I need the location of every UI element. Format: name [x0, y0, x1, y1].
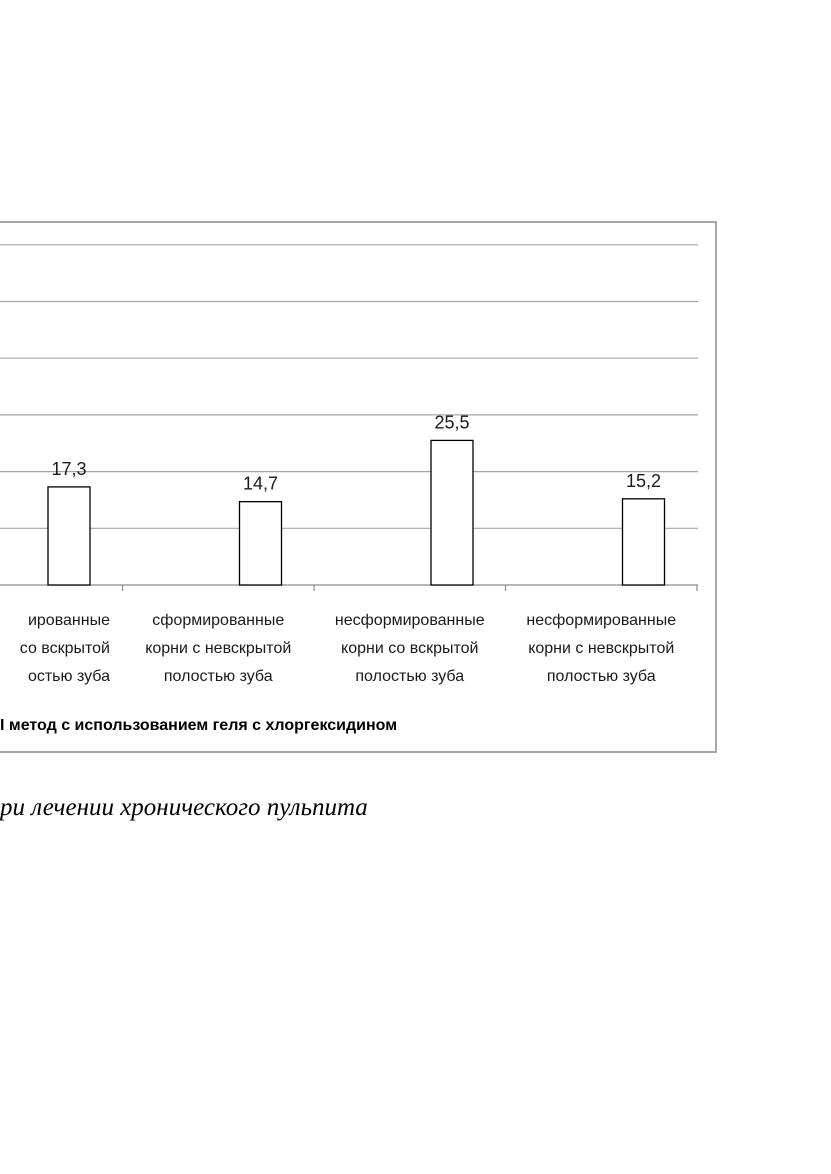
data-label: 17,3: [51, 458, 87, 479]
data-label: 15,2: [625, 470, 662, 491]
legend-entry: I метод с использованием геля с хлоргексидином: [0, 717, 398, 734]
bar: [623, 499, 665, 585]
chart-frame: [0, 221, 717, 753]
category-label: полостью зуба: [546, 668, 656, 685]
category-label: несформированные: [334, 612, 485, 629]
category-label: корни с невскрытой: [528, 640, 675, 657]
bar: [240, 502, 282, 585]
category-label: сформированные: [152, 612, 285, 629]
category-label: корни с невскрытой: [145, 640, 292, 657]
category-label: полостью зуба: [355, 668, 465, 685]
category-label: несформированные: [526, 612, 677, 629]
category-label: полостью зуба: [163, 668, 273, 685]
category-label: ированные: [27, 612, 110, 629]
data-label: 25,5: [434, 412, 470, 433]
bar: [48, 487, 90, 585]
bar: [431, 440, 473, 585]
category-label: со вскрытой: [19, 640, 110, 657]
category-label: корни со вскрытой: [341, 640, 479, 657]
data-label: 14,7: [242, 473, 279, 494]
category-label: остью зуба: [27, 668, 110, 685]
figure-caption: ри лечении хронического пульпита: [0, 794, 368, 821]
bar-chart: [0, 223, 719, 755]
